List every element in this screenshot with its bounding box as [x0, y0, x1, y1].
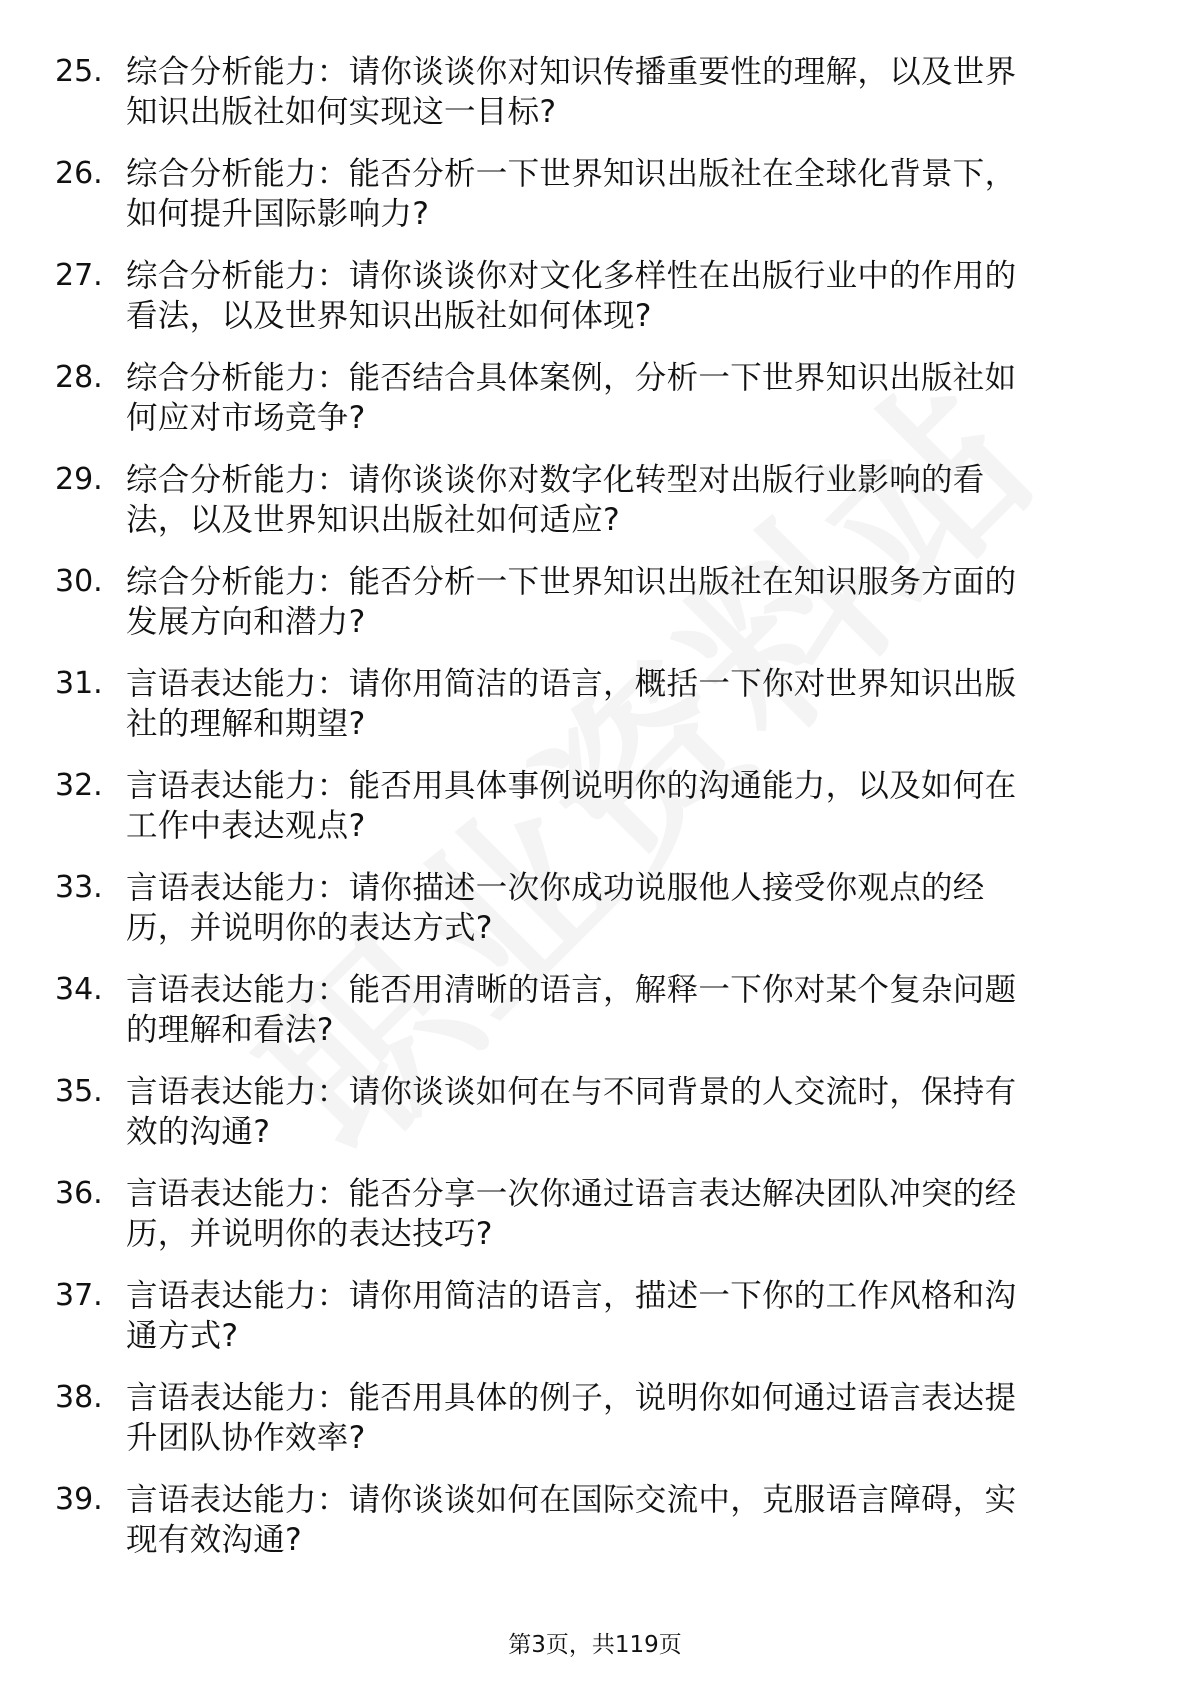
question-text — [126, 1378, 1126, 1458]
question-line: 的理解和看法? — [126, 1012, 334, 1048]
question-line: 言语表达能力：请你用简洁的语言，概括一下你对世界知识出版 — [126, 666, 1017, 702]
question-line: 现有效沟通? — [126, 1522, 303, 1558]
question-number: 38. — [55, 1380, 103, 1415]
question-number: 37. — [55, 1278, 103, 1313]
question-item — [0, 1276, 1190, 1378]
question-line: 言语表达能力：能否用清晰的语言，解释一下你对某个复杂问题 — [126, 972, 1017, 1008]
question-number: 25. — [55, 54, 103, 89]
question-item — [0, 562, 1190, 664]
question-text — [126, 52, 1126, 132]
question-line: 发展方向和潜力? — [126, 604, 366, 640]
question-text — [126, 358, 1126, 438]
question-number: 35. — [55, 1074, 103, 1109]
question-item — [0, 1072, 1190, 1174]
question-number: 32. — [55, 768, 103, 803]
question-line: 效的沟通? — [126, 1114, 271, 1150]
question-number: 36. — [55, 1176, 103, 1211]
question-line: 言语表达能力：请你谈谈如何在国际交流中，克服语言障碍，实 — [126, 1482, 1017, 1518]
question-text — [126, 1072, 1126, 1152]
question-line: 言语表达能力：能否分享一次你通过语言表达解决团队冲突的经 — [126, 1176, 1017, 1212]
question-line: 通方式? — [126, 1318, 239, 1354]
question-text — [126, 664, 1126, 744]
question-item — [0, 1378, 1190, 1480]
question-line: 历，并说明你的表达技巧? — [126, 1216, 493, 1252]
question-line: 综合分析能力：请你谈谈你对数字化转型对出版行业影响的看 — [126, 462, 985, 498]
question-line: 综合分析能力：能否分析一下世界知识出版社在全球化背景下， — [126, 156, 1017, 192]
question-number: 30. — [55, 564, 103, 599]
question-number: 27. — [55, 258, 103, 293]
question-line: 综合分析能力：请你谈谈你对知识传播重要性的理解，以及世界 — [126, 54, 1017, 90]
page-footer: 第3页，共119页 — [508, 1632, 682, 1658]
question-line: 历，并说明你的表达方式? — [126, 910, 493, 946]
question-item — [0, 154, 1190, 256]
question-number: 28. — [55, 360, 103, 395]
question-number: 33. — [55, 870, 103, 905]
question-line: 何应对市场竞争? — [126, 400, 366, 436]
question-number: 29. — [55, 462, 103, 497]
question-item — [0, 970, 1190, 1072]
question-line: 社的理解和期望? — [126, 706, 366, 742]
question-item — [0, 766, 1190, 868]
question-text — [126, 154, 1126, 234]
question-text — [126, 766, 1126, 846]
question-line: 综合分析能力：请你谈谈你对文化多样性在出版行业中的作用的 — [126, 258, 1017, 294]
question-text — [126, 868, 1126, 948]
question-line: 言语表达能力：能否用具体事例说明你的沟通能力，以及如何在 — [126, 768, 1017, 804]
question-number: 26. — [55, 156, 103, 191]
question-text — [126, 970, 1126, 1050]
question-text — [126, 1480, 1126, 1560]
question-item — [0, 256, 1190, 358]
question-item — [0, 358, 1190, 460]
question-number: 39. — [55, 1482, 103, 1517]
question-line: 如何提升国际影响力? — [126, 196, 430, 232]
question-line: 言语表达能力：请你描述一次你成功说服他人接受你观点的经 — [126, 870, 985, 906]
question-line: 工作中表达观点? — [126, 808, 366, 844]
question-line: 言语表达能力：请你用简洁的语言，描述一下你的工作风格和沟 — [126, 1278, 1017, 1314]
question-item — [0, 868, 1190, 970]
question-text — [126, 562, 1126, 642]
question-item — [0, 664, 1190, 766]
question-item — [0, 52, 1190, 154]
question-text — [126, 1276, 1126, 1356]
question-text — [126, 1174, 1126, 1254]
question-number: 31. — [55, 666, 103, 701]
question-line: 知识出版社如何实现这一目标? — [126, 94, 557, 130]
question-number: 34. — [55, 972, 103, 1007]
question-text — [126, 256, 1126, 336]
question-line: 法，以及世界知识出版社如何适应? — [126, 502, 621, 538]
question-line: 言语表达能力：能否用具体的例子，说明你如何通过语言表达提 — [126, 1380, 1017, 1416]
question-list — [0, 52, 1190, 1582]
question-item — [0, 1480, 1190, 1582]
question-line: 看法，以及世界知识出版社如何体现? — [126, 298, 652, 334]
question-text — [126, 460, 1126, 540]
question-item — [0, 1174, 1190, 1276]
question-item — [0, 460, 1190, 562]
question-line: 综合分析能力：能否分析一下世界知识出版社在知识服务方面的 — [126, 564, 1017, 600]
question-line: 综合分析能力：能否结合具体案例，分析一下世界知识出版社如 — [126, 360, 1017, 396]
question-line: 升团队协作效率? — [126, 1420, 366, 1456]
question-line: 言语表达能力：请你谈谈如何在与不同背景的人交流时，保持有 — [126, 1074, 1017, 1110]
